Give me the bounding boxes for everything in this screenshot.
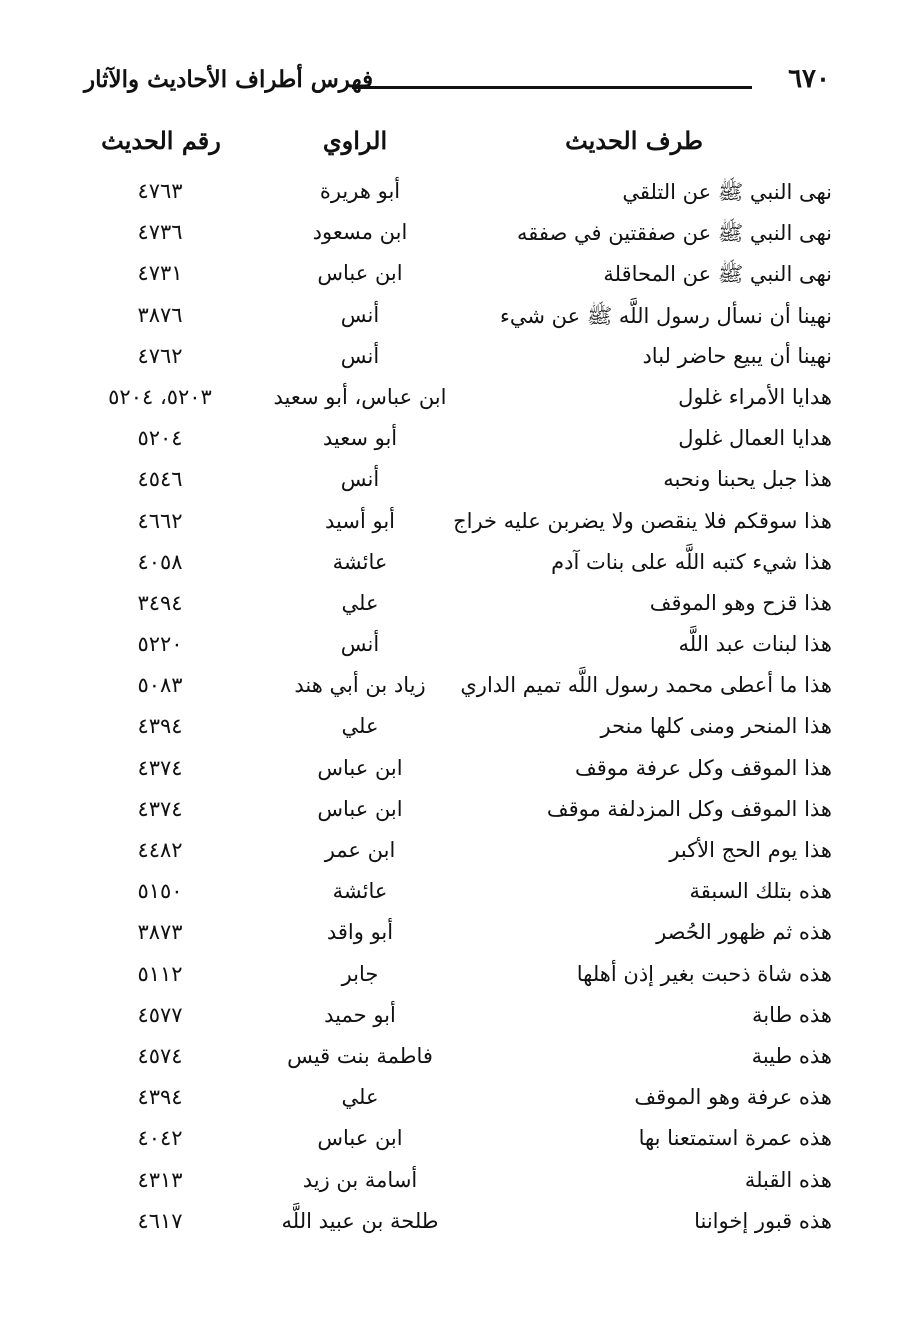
hadith-text: هذه شاة ذحبت بغير إذن أهلها: [576, 961, 832, 986]
narrator-name: أسامة بن زيد: [302, 1167, 418, 1192]
hadith-text: هذه طابة: [752, 1002, 832, 1027]
table-row: [60, 709, 832, 750]
hadith-number: ٥١١٢: [137, 961, 183, 986]
table-row: [60, 298, 832, 339]
table-row: [60, 874, 832, 915]
narrator-name: أنس: [340, 302, 380, 327]
table-row: [60, 668, 832, 709]
narrator-name: ابن مسعود: [312, 220, 408, 245]
hadith-number: ٤٧٣١: [137, 261, 183, 286]
table-row: [60, 1204, 832, 1245]
table-row: [60, 504, 832, 545]
narrator-name: علي: [341, 1085, 379, 1110]
table-row: [60, 174, 832, 215]
hadith-number: ٤٥٧٤: [137, 1043, 183, 1068]
hadith-text: هذه القبلة: [744, 1167, 832, 1192]
table-row: [60, 1121, 832, 1162]
narrator-name: أبو واقد: [326, 920, 394, 945]
hadith-text: هذا سوقكم فلا ينقصن ولا يضربن عليه خراج: [453, 508, 832, 533]
hadith-text: هذا يوم الحج الأكبر: [669, 838, 832, 862]
hadith-number: ٤٦١٧: [137, 1208, 183, 1233]
header-rule: [352, 86, 752, 89]
page-number: ٦٧٠: [788, 64, 830, 94]
table-row: [60, 586, 832, 627]
column-header-hadith: طرف الحديث: [565, 126, 703, 155]
hadith-text: هذا الموقف وكل المزدلفة موقف: [546, 796, 832, 821]
table-row: [60, 339, 832, 380]
table-row: [60, 545, 832, 586]
hadith-text: هذا المنحر ومنى كلها منحر: [600, 714, 832, 739]
hadith-number: ٤٦٦٢: [137, 508, 183, 533]
hadith-text: هذا شيء كتبه اللَّه على بنات آدم: [551, 549, 832, 574]
narrator-name: ابن عباس: [317, 755, 403, 780]
table-row: [60, 751, 832, 792]
hadith-text: نهينا أن نسأل رسول اللَّه ﷺ عن شيء: [500, 303, 832, 328]
hadith-text: هذه ثم ظهور الحُصر: [656, 920, 832, 945]
hadith-text: هذه قبور إخواننا: [694, 1208, 832, 1233]
hadith-text: نهينا أن يبيع حاضر لباد: [642, 343, 832, 368]
narrator-name: علي: [341, 714, 379, 739]
hadith-number: ٤٥٤٦: [137, 467, 183, 492]
narrator-name: أبو هريرة: [319, 179, 401, 203]
hadith-text: هذا الموقف وكل عرفة موقف: [575, 755, 832, 780]
narrator-name: أبو سعيد: [322, 426, 398, 451]
hadith-number: ٤٣١٣: [137, 1167, 183, 1192]
hadith-text: هدايا الأمراء غلول: [678, 384, 832, 409]
table-row: [60, 1163, 832, 1204]
hadith-number: ٣٨٧٦: [137, 302, 183, 327]
column-header-number: رقم الحديث: [101, 126, 221, 155]
hadith-number: ٤٣٧٤: [137, 755, 183, 780]
narrator-name: طلحة بن عبيد اللَّه: [281, 1208, 439, 1233]
table-row: [60, 380, 832, 421]
narrator-name: أبو حميد: [324, 1002, 396, 1027]
table-row: [60, 215, 832, 256]
hadith-text: نهى النبي ﷺ عن صفقتين في صفقه: [517, 221, 832, 246]
hadith-text: هدايا العمال غلول: [678, 426, 832, 451]
narrator-name: فاطمة بنت قيس: [287, 1043, 433, 1068]
table-row: [60, 1080, 832, 1121]
hadith-text: هذا قزح وهو الموقف: [649, 590, 832, 615]
narrator-name: ابن عباس: [317, 1126, 403, 1151]
hadith-number: ٥٢٠٣، ٥٢٠٤: [108, 384, 212, 409]
hadith-number: ٥٠٨٣: [137, 673, 183, 698]
table-row: [60, 256, 832, 297]
hadith-text: هذه طيبة: [751, 1043, 832, 1068]
narrator-name: جابر: [341, 961, 379, 986]
narrator-name: أنس: [340, 343, 380, 368]
table-row: [60, 998, 832, 1039]
running-title: فهرس أطراف الأحاديث والآثار: [84, 66, 374, 93]
hadith-number: ٤٧٦٢: [137, 343, 183, 368]
narrator-name: ابن عمر: [324, 838, 396, 862]
hadith-number: ٣٨٧٣: [137, 920, 183, 945]
narrator-name: أنس: [340, 467, 380, 492]
table-row: [60, 957, 832, 998]
table-row: [60, 1039, 832, 1080]
table-row: [60, 915, 832, 956]
column-header-narrator: الراوي: [322, 126, 388, 155]
table-row: [60, 421, 832, 462]
hadith-number: ٤٠٤٢: [137, 1126, 183, 1151]
hadith-text: هذا جبل يحبنا ونحبه: [663, 467, 832, 492]
narrator-name: ابن عباس: [317, 261, 403, 286]
hadith-number: ٤٧٣٦: [137, 220, 183, 245]
hadith-number: ٤٣٧٤: [137, 796, 183, 821]
narrator-name: زياد بن أبي هند: [294, 673, 426, 698]
hadith-text: هذا لبنات عبد اللَّه: [678, 632, 832, 657]
narrator-name: ابن عباس: [317, 796, 403, 821]
narrator-name: أنس: [340, 632, 380, 657]
hadith-number: ٥٢٠٤: [137, 426, 183, 451]
hadith-text: نهى النبي ﷺ عن التلقي: [622, 180, 832, 204]
hadith-index-table: [60, 174, 832, 1245]
hadith-number: ٤٣٩٤: [137, 1085, 183, 1110]
hadith-text: هذا ما أعطى محمد رسول اللَّه تميم الداري: [460, 673, 832, 698]
hadith-text: هذه بتلك السبقة: [689, 879, 832, 904]
hadith-text: نهى النبي ﷺ عن المحاقلة: [603, 262, 832, 287]
table-row: [60, 627, 832, 668]
narrator-name: عائشة: [332, 879, 388, 904]
hadith-number: ٤٤٨٢: [137, 838, 183, 862]
hadith-number: ٤٣٩٤: [137, 714, 183, 739]
page-header: [84, 62, 830, 102]
narrator-name: ابن عباس، أبو سعيد: [273, 384, 447, 409]
table-row: [60, 833, 832, 874]
table-row: [60, 462, 832, 503]
hadith-number: ٥١٥٠: [137, 879, 183, 904]
narrator-name: علي: [341, 590, 379, 615]
hadith-text: هذه عمرة استمتعنا بها: [638, 1126, 832, 1151]
hadith-number: ٤٠٥٨: [137, 549, 183, 574]
hadith-text: هذه عرفة وهو الموقف: [634, 1085, 832, 1110]
table-row: [60, 792, 832, 833]
narrator-name: عائشة: [332, 549, 388, 574]
hadith-number: ٤٧٦٣: [137, 179, 183, 203]
hadith-number: ٥٢٢٠: [137, 632, 183, 657]
narrator-name: أبو أسيد: [325, 508, 395, 533]
hadith-number: ٣٤٩٤: [137, 590, 183, 615]
hadith-number: ٤٥٧٧: [137, 1002, 183, 1027]
